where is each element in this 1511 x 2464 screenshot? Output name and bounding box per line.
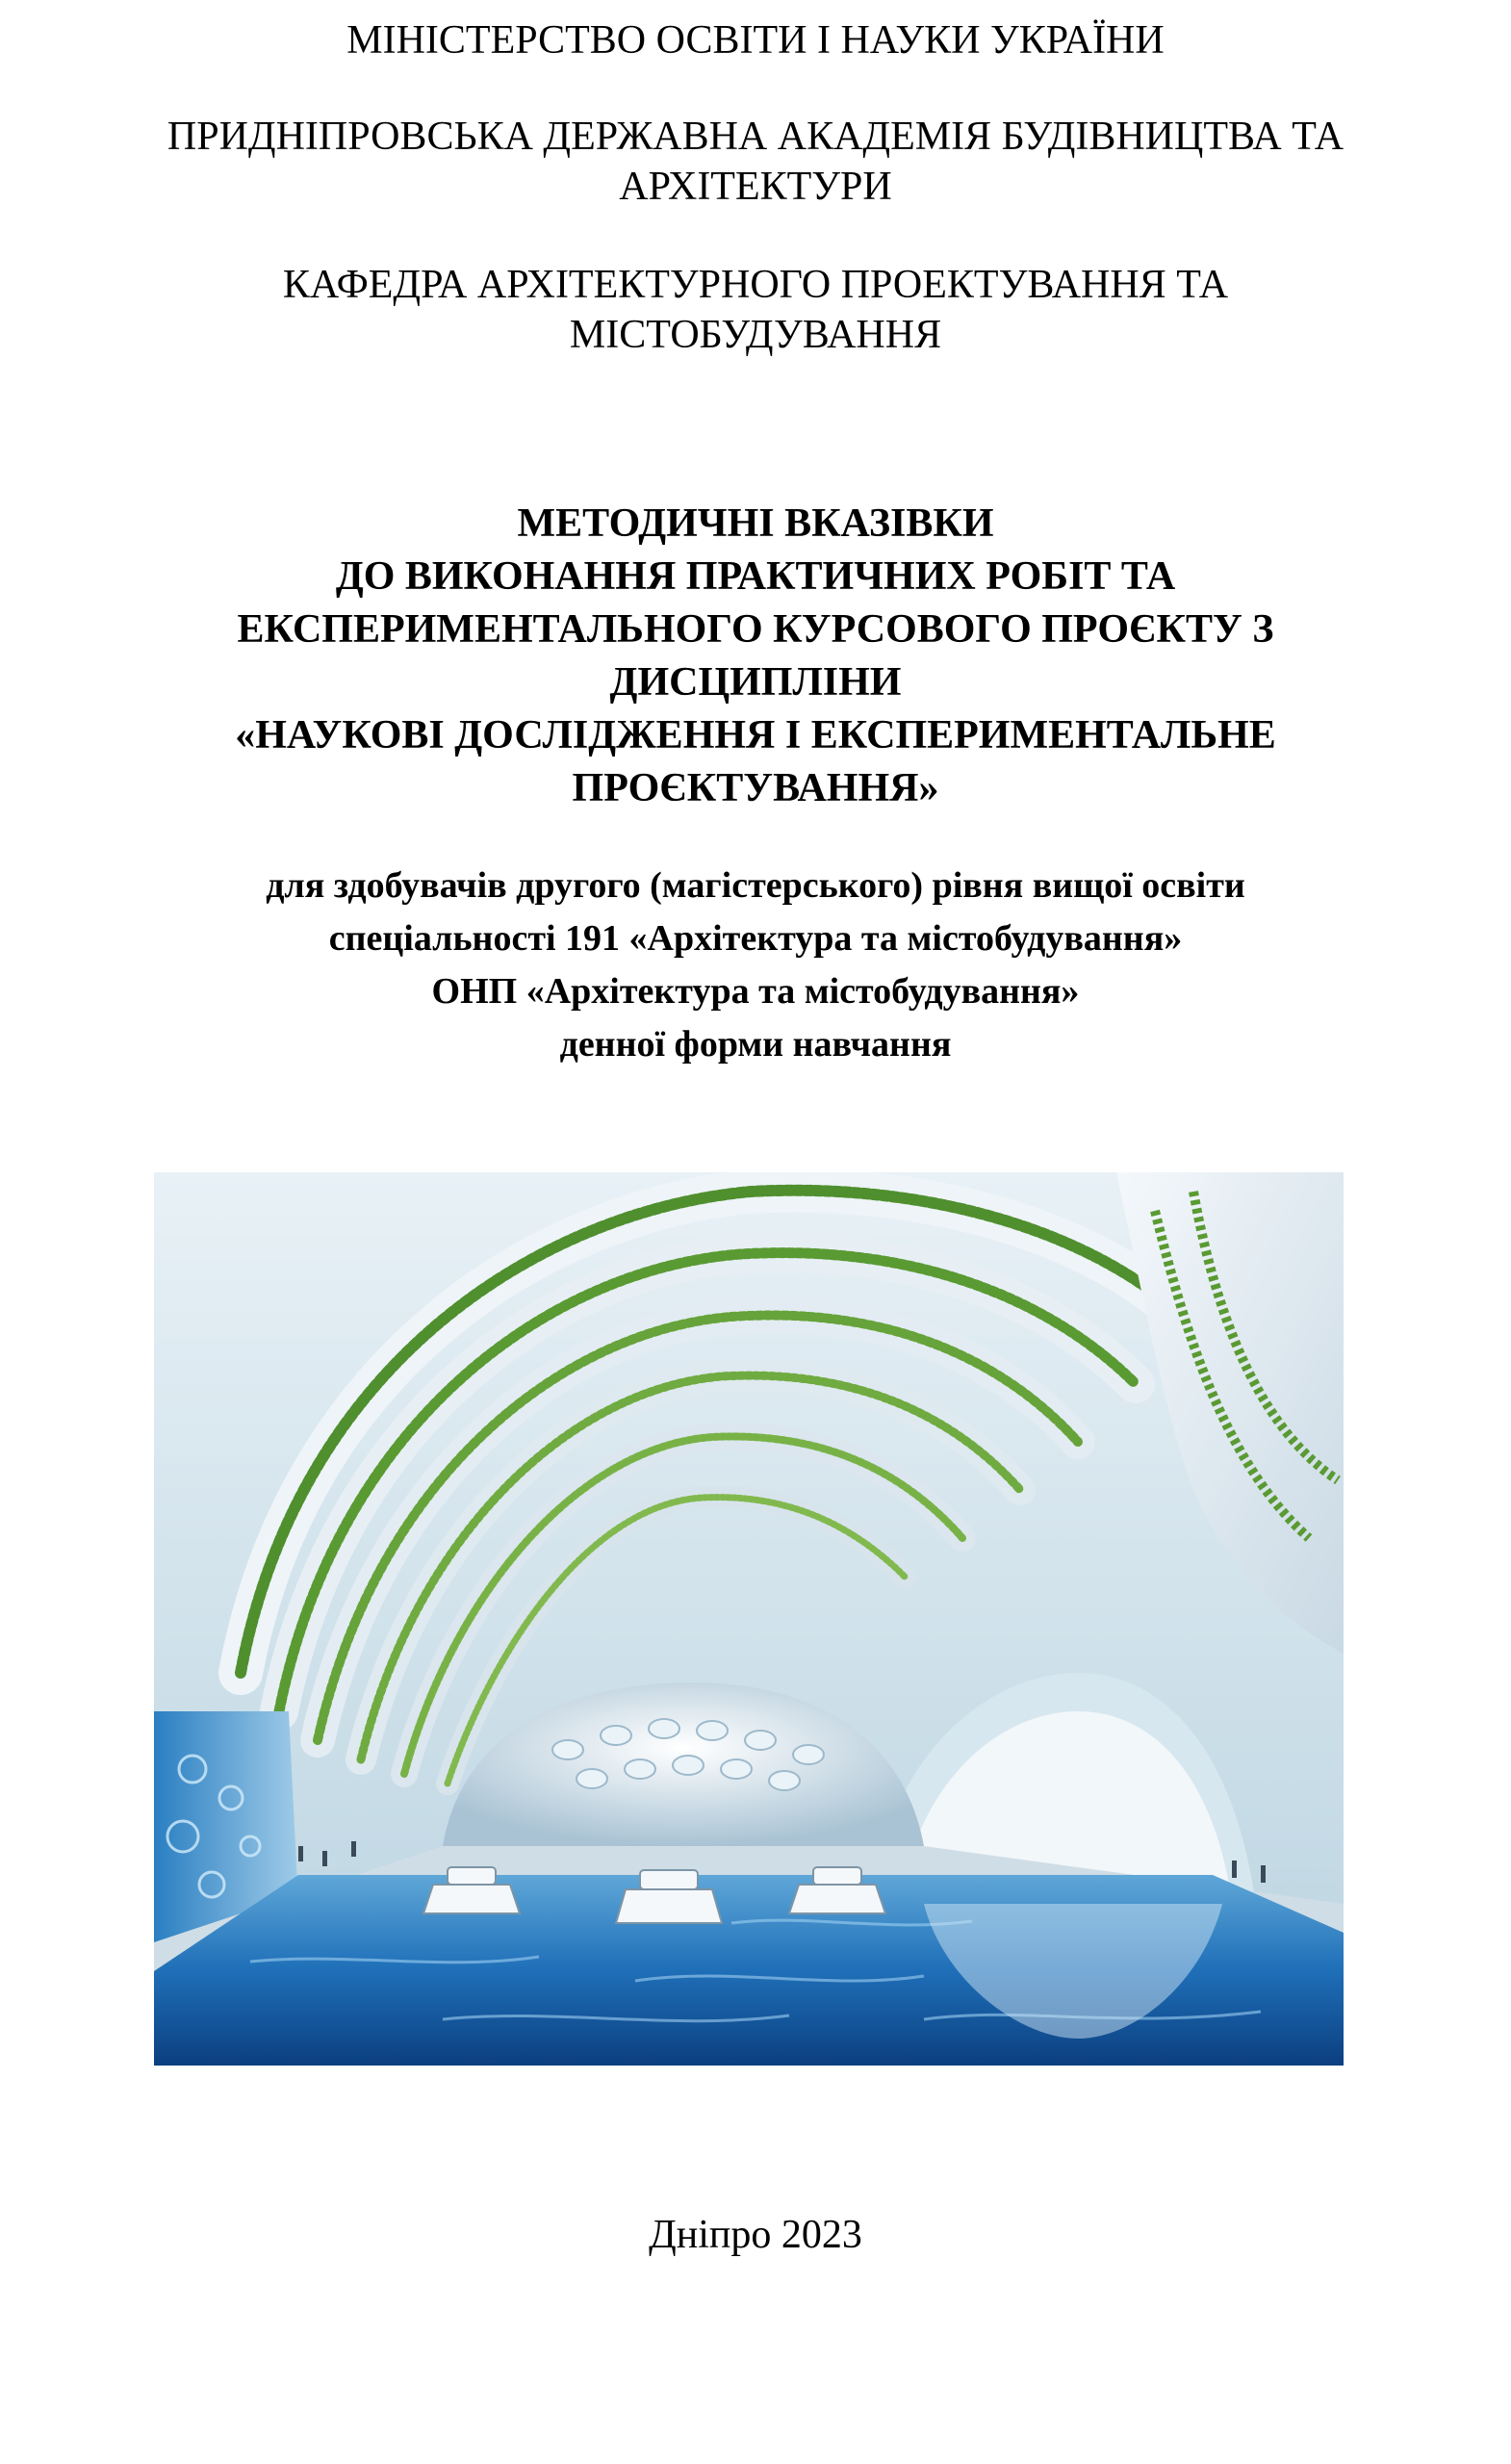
cover-architecture-image bbox=[154, 1172, 1344, 2066]
audience-line1: для здобувачів другого (магістерського) рівня вищої освіти bbox=[266, 865, 1245, 906]
department-name-line2: МІСТОБУДУВАННЯ bbox=[569, 313, 942, 357]
ministry-name: МІНІСТЕРСТВО ОСВІТИ І НАУКИ УКРАЇНИ bbox=[346, 18, 1165, 63]
audience-line3: ОНП «Архітектура та містобудування» bbox=[431, 971, 1080, 1012]
academy-name-line1: ПРИДНІПРОВСЬКА ДЕРЖАВНА АКАДЕМІЯ БУДІВНИЦТВА ТА bbox=[166, 115, 1345, 159]
document-title-line2: ДО ВИКОНАННЯ ПРАКТИЧНИХ РОБІТ ТА bbox=[335, 554, 1176, 599]
audience-line4: денної форми навчання bbox=[559, 1024, 952, 1065]
audience-line2: спеціальності 191 «Архітектура та містобудування» bbox=[328, 918, 1183, 959]
department-name-line1: КАФЕДРА АРХІТЕКТУРНОГО ПРОЕКТУВАННЯ ТА bbox=[282, 263, 1229, 307]
academy-name-line2: АРХІТЕКТУРИ bbox=[619, 165, 892, 209]
document-title-line5: «НАУКОВІ ДОСЛІДЖЕННЯ І ЕКСПЕРИМЕНТАЛЬНЕ bbox=[235, 713, 1276, 757]
document-title-line6: ПРОЄКТУВАННЯ» bbox=[572, 766, 939, 810]
document-title-line1: МЕТОДИЧНІ ВКАЗІВКИ bbox=[517, 501, 994, 546]
city-year: Дніпро 2023 bbox=[649, 2213, 862, 2257]
document-title-line4: ДИСЦИПЛІНИ bbox=[609, 660, 902, 705]
document-title-line3: ЕКСПЕРИМЕНТАЛЬНОГО КУРСОВОГО ПРОЄКТУ З bbox=[237, 607, 1274, 652]
